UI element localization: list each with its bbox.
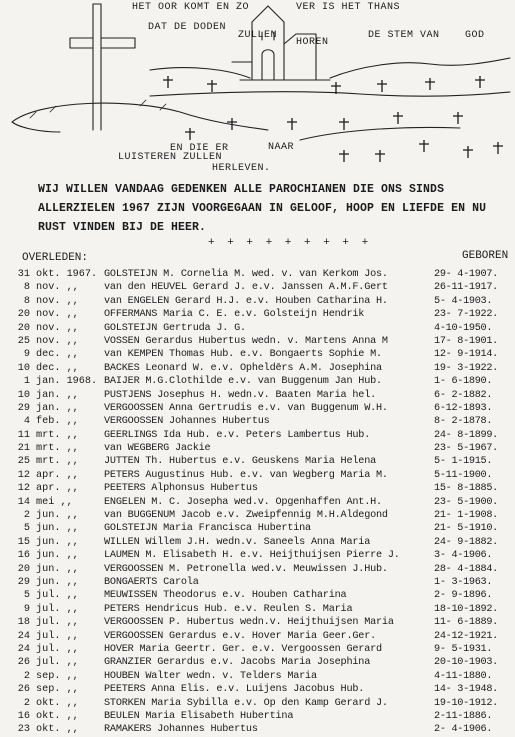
- entry-month: mrt. ,,: [36, 429, 79, 441]
- entry-day: 20: [17, 309, 30, 321]
- entry-month: jul. ,,: [36, 657, 79, 669]
- entry-month: okt. 1967.: [36, 269, 98, 280]
- entry-name: PUSTJENS Josephus H. wedn.v. Baaten Maria hel.: [104, 389, 377, 401]
- field-line: [150, 92, 510, 96]
- entry-month: jun. ,,: [36, 536, 79, 548]
- banner-text-line1-left: HET OOR KOMT EN ZO: [132, 2, 250, 13]
- banner-illustration: [0, 0, 515, 174]
- list-item: [0, 348, 515, 361]
- list-item: [0, 268, 515, 281]
- list-item: [0, 295, 515, 308]
- grave-mound: [12, 103, 268, 132]
- entry-name: PEETERS Alphonsus Hubertus: [104, 483, 258, 495]
- entry-month: dec. ,,: [36, 349, 79, 361]
- entry-day: 2: [23, 670, 30, 682]
- list-item: [0, 335, 515, 348]
- entry-day: 21: [17, 443, 30, 455]
- entry-name: BONGAERTS Carola: [104, 576, 199, 588]
- entry-day: 20: [17, 563, 30, 575]
- entry-month: jul. ,,: [36, 630, 79, 642]
- entry-born: 23- 5-1967.: [434, 443, 498, 455]
- entry-name: ENGELEN M. C. Josepha wed.v. Opgenhaffen Ant.H.: [104, 496, 382, 508]
- list-item: [0, 375, 515, 388]
- list-item: [0, 402, 515, 415]
- church-tower: [252, 6, 284, 80]
- entry-month: jan. ,,: [36, 402, 79, 414]
- entry-name: PETERS Augustinus Hub. e.v. van Wegberg Maria M.: [104, 469, 388, 481]
- entry-day: 29: [17, 576, 30, 588]
- entry-day: 8: [23, 295, 30, 307]
- list-item: [0, 429, 515, 442]
- large-cross: [70, 4, 135, 130]
- list-item: [0, 509, 515, 522]
- entry-month: feb. ,,: [36, 416, 79, 428]
- banner-text-line1-right: VER IS HET THANS: [296, 2, 401, 13]
- entry-month: okt. ,,: [36, 724, 79, 736]
- entry-name: van WEGBERG Jackie: [104, 443, 211, 455]
- entry-name: JUTTEN Th. Hubertus e.v. Geuskens Maria Helena: [104, 456, 377, 468]
- entry-month: okt. ,,: [36, 710, 79, 722]
- entry-month: jun. ,,: [36, 563, 79, 575]
- horizon-line: [150, 58, 510, 78]
- list-item: [0, 643, 515, 656]
- entry-born: 11- 6-1889.: [434, 617, 498, 629]
- entry-born: 29- 4-1907.: [434, 269, 498, 280]
- entry-name: GOLSTEIJN Maria Francisca Hubertina: [104, 523, 311, 535]
- list-item: [0, 482, 515, 495]
- entry-born: 2- 9-1896.: [434, 590, 493, 602]
- entry-day: 29: [17, 402, 30, 414]
- entry-month: jul. ,,: [36, 643, 79, 655]
- list-item: [0, 281, 515, 294]
- banner-text-naar: NAAR: [268, 142, 295, 153]
- list-item: [0, 362, 515, 375]
- entry-name: MEUWISSEN Theodorus e.v. Houben Catharina: [104, 590, 347, 602]
- entry-name: BACKES Leonard W. e.v. Opheldērs A.M. Josephina: [104, 362, 382, 374]
- entry-month: dec. ,,: [36, 362, 79, 374]
- entry-name: BEULEN Maria Elisabeth Hubertina: [104, 710, 294, 722]
- entry-month: nov. ,,: [36, 295, 79, 307]
- entry-name: HOUBEN Walter wedn. v. Telders Maria: [104, 670, 317, 682]
- entry-born: 24-12-1921.: [434, 630, 498, 642]
- entry-name: PETERS Hendricus Hub. e.v. Reulen S. Maria: [104, 603, 353, 615]
- entry-born: 15- 8-1885.: [434, 483, 498, 495]
- list-item: [0, 322, 515, 335]
- entry-day: 16: [17, 710, 30, 722]
- entry-born: 5- 1-1915.: [434, 456, 493, 468]
- entry-born: 6-12-1893.: [434, 402, 493, 414]
- entry-month: jun. ,,: [36, 523, 79, 535]
- entry-day: 18: [17, 617, 30, 629]
- entry-day: 1: [23, 376, 30, 388]
- entry-born: 1- 3-1963.: [434, 576, 493, 588]
- entry-name: van BUGGENUM Jacob e.v. Zweipfennig M.H.Aldegond: [104, 510, 388, 522]
- separator-crosses: + + + + + + + + +: [208, 237, 372, 249]
- entry-month: jun. ,,: [36, 510, 79, 522]
- intro-line-3: RUST VINDEN BIJ DE HEER.: [38, 221, 207, 234]
- entry-day: 16: [17, 550, 30, 562]
- entry-month: jul. ,,: [36, 590, 79, 602]
- entry-day: 26: [17, 684, 30, 696]
- entry-day: 5: [23, 523, 30, 535]
- intro-line-2: ALLERZIELEN 1967 ZIJN VOORGEGAAN IN GELOOF, HOOP EN LIEFDE EN NU: [38, 202, 487, 215]
- entry-born: 19-10-1912.: [434, 697, 498, 709]
- entry-born: 23- 5-1900.: [434, 496, 498, 508]
- intro-paragraph: [38, 180, 508, 237]
- entry-day: 24: [17, 630, 30, 642]
- list-item: [0, 455, 515, 468]
- entry-day: 31: [17, 269, 30, 280]
- entry-month: jun. ,,: [36, 550, 79, 562]
- entry-day: 20: [17, 322, 30, 334]
- list-item: [0, 589, 515, 602]
- list-item: [0, 603, 515, 616]
- banner-text-stem-van: DE STEM VAN: [368, 30, 440, 41]
- entry-month: nov. ,,: [36, 309, 79, 321]
- banner-text-horen: HOREN: [296, 37, 329, 48]
- entry-month: jul. ,,: [36, 603, 79, 615]
- entry-day: 9: [23, 349, 30, 361]
- entry-day: 11: [17, 429, 30, 441]
- entry-name: van den HEUVEL Gerard J. e.v. Janssen A.M.F.Gert: [104, 282, 388, 294]
- banner-text-doden: DAT DE DODEN: [148, 22, 227, 33]
- list-item: [0, 630, 515, 643]
- entry-day: 8: [23, 282, 30, 294]
- banner-text-luisteren: LUISTEREN ZULLEN: [118, 152, 223, 163]
- entry-day: 12: [17, 483, 30, 495]
- entry-born: 26-11-1917.: [434, 282, 498, 294]
- deceased-label: OVERLEDEN:: [22, 252, 89, 264]
- entry-born: 21- 5-1910.: [434, 523, 498, 535]
- list-item: [0, 616, 515, 629]
- deceased-list: [0, 268, 515, 737]
- entry-born: 20-10-1903.: [434, 657, 498, 669]
- entry-born: 3- 4-1906.: [434, 550, 493, 562]
- list-item: [0, 576, 515, 589]
- entry-name: VERGOOSSEN P. Hubertus wedn.v. Heijthuijsen Maria: [104, 617, 394, 629]
- entry-name: RAMAKERS Johannes Hubertus: [104, 724, 258, 736]
- entry-name: van KEMPEN Thomas Hub. e.v. Bongaerts Sophie M.: [104, 349, 382, 361]
- entry-name: GOLSTEIJN Gertruda J. G.: [104, 322, 246, 334]
- entry-name: GOLSTEIJN M. Cornelia M. wed. v. van Kerkom Jos.: [104, 269, 388, 280]
- entry-born: 14- 3-1948.: [434, 684, 498, 696]
- entry-name: VERGOOSSEN Johannes Hubertus: [104, 416, 270, 428]
- list-item: [0, 670, 515, 683]
- entry-month: jul. ,,: [36, 617, 79, 629]
- cemetery-drawing: [0, 0, 515, 168]
- entry-born: 9- 5-1931.: [434, 643, 493, 655]
- entry-name: VERGOOSSEN Anna Gertrudis e.v. van Buggenum W.H.: [104, 402, 388, 414]
- entry-born: 4-11-1880.: [434, 670, 493, 682]
- entry-name: WILLEN Willem J.H. wedn.v. Saneels Anna Maria: [104, 536, 371, 548]
- entry-day: 5: [23, 590, 30, 602]
- banner-text-zullen: ZULLEN: [238, 30, 278, 41]
- entry-month: jun. ,,: [36, 576, 79, 588]
- entry-month: sep. ,,: [36, 684, 79, 696]
- entry-name: VERGOOSSEN M. Petronella wed.v. Meuwissen J.Hub.: [104, 563, 388, 575]
- entry-name: BAIJER M.G.Clothilde e.v. van Buggenum Jan Hub.: [104, 376, 382, 388]
- entry-day: 10: [17, 362, 30, 374]
- list-item: [0, 710, 515, 723]
- entry-name: OFFERMANS Maria C. E. e.v. Golsteijn Hendrik: [104, 309, 365, 321]
- entry-born: 1- 6-1890.: [434, 376, 493, 388]
- list-item: [0, 656, 515, 669]
- entry-day: 25: [17, 335, 30, 347]
- entry-month: apr. ,,: [36, 483, 79, 495]
- entry-day: 23: [17, 724, 30, 736]
- list-item: [0, 496, 515, 509]
- entry-born: 24- 9-1882.: [434, 536, 498, 548]
- entry-born: 18-10-1892.: [434, 603, 498, 615]
- entry-month: mrt. ,,: [36, 443, 79, 455]
- list-item: [0, 549, 515, 562]
- list-item: [0, 308, 515, 321]
- entry-born: 28- 4-1884.: [434, 563, 498, 575]
- entry-born: 2-11-1886.: [434, 710, 493, 722]
- entry-name: GEERLINGS Ida Hub. e.v. Peters Lambertus Hub.: [104, 429, 371, 441]
- entry-month: apr. ,,: [36, 469, 79, 481]
- entry-born: 24- 8-1899.: [434, 429, 498, 441]
- entry-day: 4: [23, 416, 30, 428]
- entry-name: VOSSEN Gerardus Hubertus wedn. v. Martens Anna M: [104, 335, 388, 347]
- entry-day: 2: [23, 510, 30, 522]
- entry-born: 17- 8-1901.: [434, 335, 498, 347]
- entry-born: 5- 4-1903.: [434, 295, 493, 307]
- intro-line-1: WIJ WILLEN VANDAAG GEDENKEN ALLE PAROCHIANEN DIE ONS SINDS: [38, 183, 445, 196]
- entry-day: 9: [23, 603, 30, 615]
- entry-day: 25: [17, 456, 30, 468]
- list-item: [0, 389, 515, 402]
- entry-day: 12: [17, 469, 30, 481]
- entry-born: 4-10-1950.: [434, 322, 493, 334]
- entry-name: van ENGELEN Gerard H.J. e.v. Houben Catharina H.: [104, 295, 388, 307]
- entry-born: 5-11-1900.: [434, 469, 493, 481]
- entry-born: 23- 7-1922.: [434, 309, 498, 321]
- entry-name: VERGOOSSEN Gerardus e.v. Hover Maria Geer.Ger.: [104, 630, 377, 642]
- list-item: [0, 522, 515, 535]
- entry-month: nov. ,,: [36, 322, 79, 334]
- entry-day: 26: [17, 657, 30, 669]
- list-item: [0, 683, 515, 696]
- list-item: [0, 469, 515, 482]
- entry-month: okt. ,,: [36, 697, 79, 709]
- entry-born: 19- 3-1922.: [434, 362, 498, 374]
- list-item: [0, 563, 515, 576]
- entry-month: mei ,,: [36, 496, 73, 508]
- banner-text-god: GOD: [465, 30, 485, 41]
- entry-name: STORKEN Maria Sybilla e.v. Op den Kamp Gerard J.: [104, 697, 388, 709]
- entry-day: 24: [17, 643, 30, 655]
- born-label: GEBOREN: [462, 250, 509, 262]
- entry-day: 14: [17, 496, 30, 508]
- entry-month: jan. 1968.: [36, 376, 98, 388]
- list-item: [0, 723, 515, 736]
- list-item: [0, 442, 515, 455]
- entry-born: 6- 2-1882.: [434, 389, 493, 401]
- list-item: [0, 415, 515, 428]
- entry-month: nov. ,,: [36, 335, 79, 347]
- entry-month: nov. ,,: [36, 282, 79, 294]
- entry-born: 21- 1-1908.: [434, 510, 498, 522]
- entry-born: 12- 9-1914.: [434, 349, 498, 361]
- entry-name: PEETERS Anna Elis. e.v. Luijens Jacobus Hub.: [104, 684, 365, 696]
- entry-name: LAUMEN M. Elisabeth H. e.v. Heijthuijsen Pierre J.: [104, 550, 400, 562]
- entry-month: jan. ,,: [36, 389, 79, 401]
- entry-month: sep. ,,: [36, 670, 79, 682]
- entry-day: 15: [17, 536, 30, 548]
- entry-name: HOVER Maria Geertr. Ger. e.v. Vergoossen Gerard: [104, 643, 382, 655]
- banner-text-en-die-er: EN DIE ER: [170, 143, 229, 154]
- entry-name: GRANZIER Gerardus e.v. Jacobs Maria Josephina: [104, 657, 371, 669]
- entry-day: 10: [17, 389, 30, 401]
- list-item: [0, 697, 515, 710]
- entry-born: 2- 4-1906.: [434, 724, 493, 736]
- list-item: [0, 536, 515, 549]
- banner-text-herleven: HERLEVEN.: [212, 163, 271, 174]
- entry-month: mrt. ,,: [36, 456, 79, 468]
- entry-born: 8- 2-1878.: [434, 416, 493, 428]
- entry-day: 2: [23, 697, 30, 709]
